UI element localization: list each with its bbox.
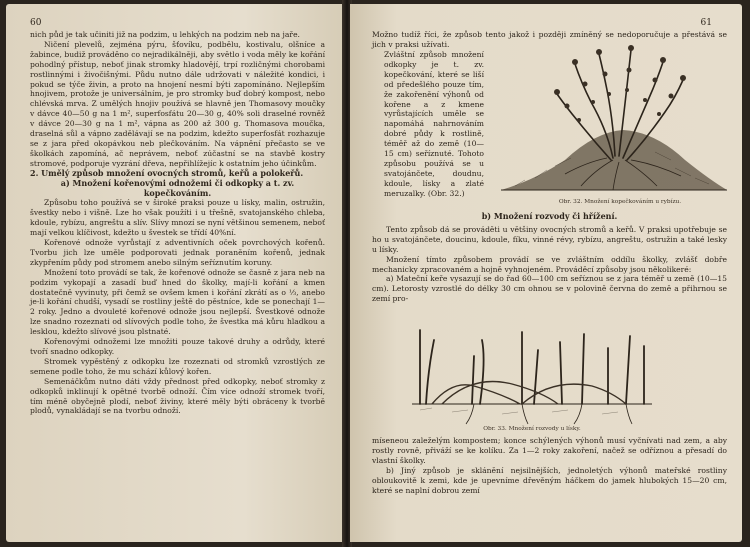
- paragraph: b) Jiný způsob je sklánění nejsilnějších, jednoletých výhonů mateřské rostliny obloukovitě k zemi, kde je upevníme dřevěným háčkem do jamek hlubokých 15—20 cm, které se naplní dobrou zemí: [372, 465, 727, 495]
- subsection-heading: a) Množení kořenovými odnožemi či odkopky a t. zv. kopečkováním.: [60, 177, 295, 198]
- paragraph: Semenáčkům nutno dáti vždy přednost před odkopky, neboť stromky z odkopků inklinují k opětné tvorbě odnoží. Čím více odnoží stromek tvoří, tím méně obyčejně plodí, neboť živiny, které měly býti obráceny k tvorbě plodů, vynakládají se na tvorbu odnoží.: [30, 376, 325, 416]
- paragraph-text: Zvláštní způsob množení odkopky je t. zv. kopečkování, které se liší od předešlého pouze tím, že zakořenění výhonů od kořene a z kmene vyrůstajících uměle se napomáhá nahrnováním dobré půdy k rostlině, téměř až do země (10—15 cm) seříznuté. Tohoto způsobu používá se u svatojánčete, doudnu, kdoule, lísky a zlaté meruzalky. (Obr. 32.): [384, 50, 484, 198]
- right-page-bottom-text: [372, 436, 727, 495]
- section-heading: 2. Umělý způsob množení ovocných stromů, keřů a polokeřů.: [30, 167, 304, 178]
- paragraph: Způsobu toho používá se v široké praksi pouze u lísky, malin, ostružin, švestky nebo i višně. Lze ho však použíti i u třešně, svatojanského chleba, kdoule, rybízu, angreštu a slív. Slívy mnozí se nyní většinou semenem, neboť mají velkou klíčivost, kdežto u švestek se třídí 40%ní.: [30, 198, 325, 238]
- paragraph: Tento způsob dá se prováděti u většiny ovocných stromů a keřů. V praksi upotřebuje se ho u svatojánčete, doucinu, kdoule, fíku, vinné révy, rybízu, angreštu, ostružin a také lesky u lísky.: [372, 224, 727, 254]
- figure-caption: Obr. 32. Množení kopečkováním u rybízu.: [558, 199, 682, 205]
- right-page-middle-text: [372, 210, 727, 304]
- paragraph: a) Mateční keře vysazují se do řad 60—100 cm seříznou se z jara téměř u země (10—15 cm). Letorosty vzrostlé do délky 30 cm ohnou se v polovině června do země a přihrnou se zemí pro-: [372, 274, 727, 304]
- paragraph: [384, 50, 484, 199]
- figure-caption: Obr. 33. Množení rozvody u lísky.: [483, 426, 581, 432]
- subsection-heading: b) Množení rozvody či hřížení.: [481, 211, 618, 221]
- paragraph: Ničení plevelů, zejména pýru, šťovíku, podbělu, kostivalu, olšníce a žabince, budiž prováděno co nejradikálněji, aby světlo i voda měly ke kořání pohodlný přístup, neboť jinak stromky hladovějí, trpí rozličnými chorobami rostlinnými i živočišnými. Půdu nutno dále udržovati v náležité kondici, i pokud se týče živin, a proto na hnojení nesmí býti zapomínáno. Nejlepším hnojivem, protože je universálním, je pro stromky buď dobrý kompost, nebo chlévská mrva. Z umělých hnojiv používá se hlavně jen Thomasovy moučky v dávce 40—50 g na 1 m², superfosfátu 20—30 g, 40% soli draselné rovněž v dávce 20—30 g na 1 m², vápna as 200 až 300 g. Thomasova moučka, draselná sůl a vápno zadělávají se na podzim, kdežto superfosfát rozhazuje se z jara před okopávkou neb plečkováním. Na vápnění přečasto se ve školkách zapomíná, ač neprávem, neboť zúčastní se na stavbě kostry stromové, podporuje vyzrání dřeva, nepřihlížejíc k ostatním jeho účinkům.: [30, 39, 325, 168]
- paragraph: nich půd je tak učiniti již na podzim, u lehkých na podzim neb na jaře.: [30, 30, 300, 39]
- paragraph: Možno tudíž říci, že způsob tento jakož i později zmíněný se nedoporučuje a přestává se jich v praksi užívati.: [372, 30, 727, 49]
- paragraph: Kořenovými odnožemi lze množiti pouze takové druhy a odrůdy, které tvoří snadno odkopky.: [30, 337, 325, 356]
- paragraph: Stromek vypěstěný z odkopku lze rozeznati od stromků vzrostlých ze semene podle toho, že mu schází kůlový kořen.: [30, 356, 325, 376]
- left-page-text: [30, 30, 325, 416]
- paragraph: Množení toto provádí se tak, že kořenové odnože se časně z jara neb na podzim vykopají a zasadí buď hned do školky, mají-li kořání a kmen dostatečně vyvinuty, při čemž se ovšem kmen i kořání zkrátí as o ⅓, anebo je-li kořání chudší, vysadí se rostliny ještě do pěstníce, kde se ponechají 1—2 roky. Jedno a dvouleté kořenové odnože jsou nejlepší. Švestkové odnože lze snadno rozeznati od slívových podle toho, že švestka má kůru hladkou a lesklou, kdežto slívové jsou plstnaté.: [30, 267, 325, 337]
- paragraph: Množení tímto způsobem provádí se ve zvláštním oddílu školky, zvlášť dobře mechanicky zpracovaném a hojně vyhnojeném. Prováděcí způsoby jsou několikeré:: [372, 254, 727, 274]
- page-number-right: 61: [700, 18, 712, 28]
- layering-hazel-illustration: [412, 320, 652, 428]
- right-page: [350, 4, 742, 542]
- page-number-left: 60: [30, 18, 42, 28]
- paragraph: míseneou zaleželým kompostem; konce schýlených výhonů musí vyčnívati nad zem, a aby rostly rovně, přiváží se ke kolíku. Za 1—2 roky zakoření, načež se odříznou a přesadí do vlastní školky.: [372, 436, 727, 465]
- mound-layering-illustration: [495, 40, 731, 204]
- left-page: [6, 4, 345, 542]
- paragraph: Kořenové odnože vyrůstají z adventivních oček povrchových kořenů. Tvorbu jich lze uměle podporovati jednak poraněním kořenů, jednak zkypřením půdy pod stromem anebo silným seříznutím koruny.: [30, 238, 325, 267]
